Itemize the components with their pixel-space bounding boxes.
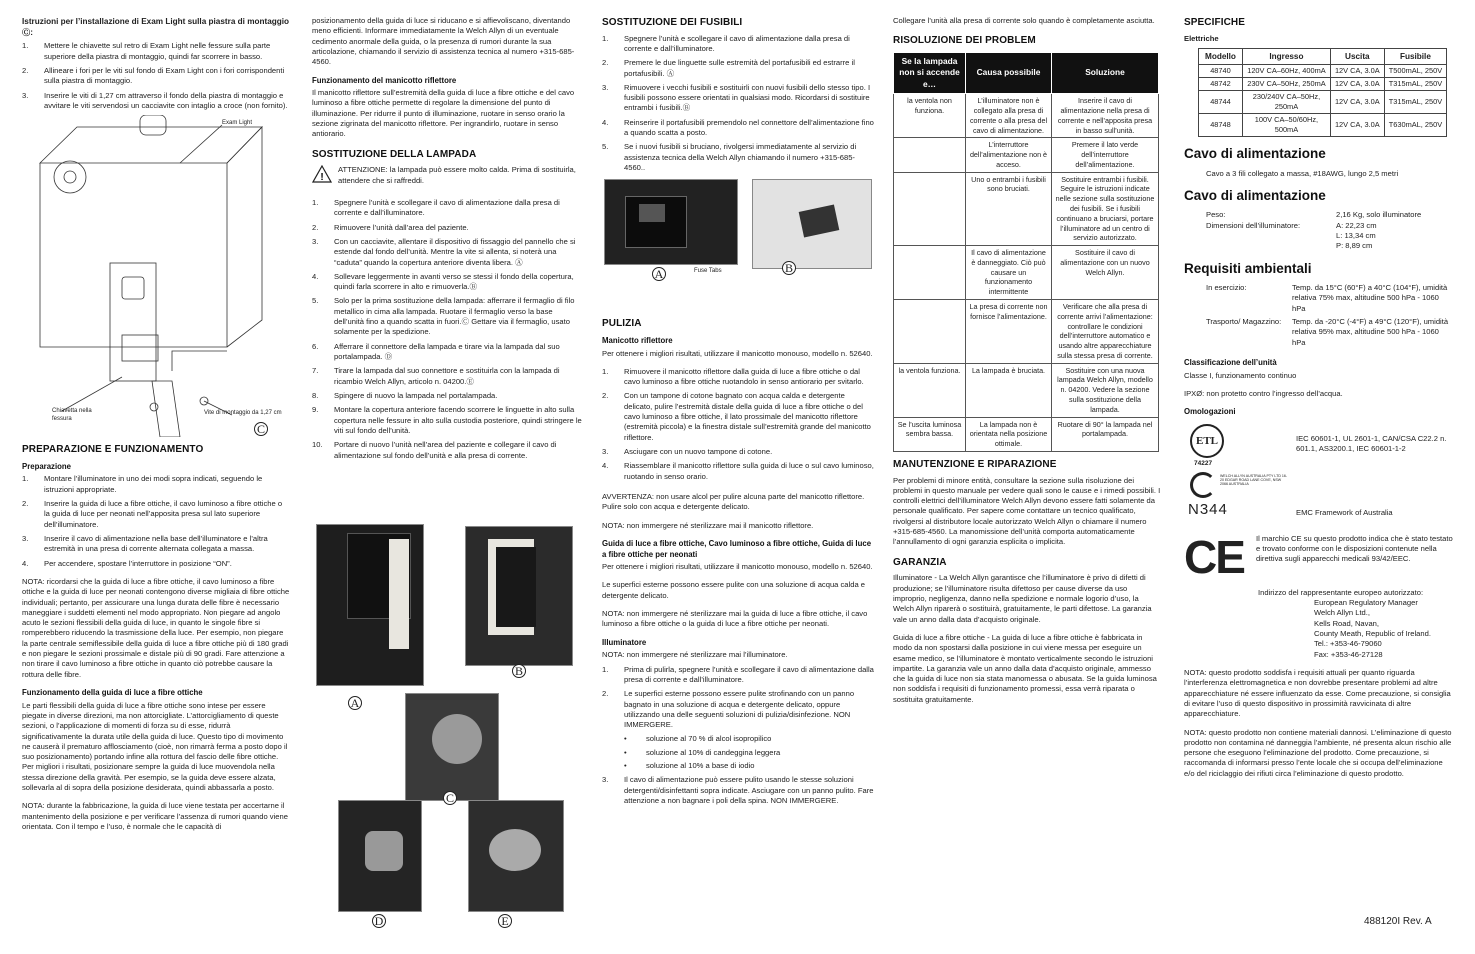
note-guide: NOTA: non immergere né sterilizzare mai la guida di luce a fibre ottiche, il cavo luminoso a fibre ottiche o la guida di luce a fibre ottiche per neonati. xyxy=(602,609,868,629)
spec-table xyxy=(1198,48,1447,138)
revision-label: 488120I Rev. A xyxy=(1364,916,1432,927)
list-item: 3. Il cavo di alimentazione può essere pulito usando le stesse soluzioni detergenti/disinfettanti sopra indicate. Asciugare con un panno pulito. Fare attenzione a non bagnare i poli della spina. NON IMMERGERE. xyxy=(602,775,874,805)
illum-steps xyxy=(602,665,874,731)
photo-b xyxy=(465,526,573,666)
func-text: Le parti flessibili della guida di luce a fibre ottiche sono intese per essere piegate in diverse direzioni, ma non attorcigliate. L’attorcigliamento di queste sezioni, o l’applicazione di momenti di forza su di esse, ridurrà significativamente la durata utile della guida di luce. Questo tipo di movimento ne causerà il prematuro afflosciamento (cioè, non rimarrà ferma a posto dopo il suo posizionamento) portando infine alla rottura del fascio delle fibre ottiche. Per migliori i risultati, posizionare sempre la guida di luce muovendola nella stessa direzione della gravità. Per esempio, se la guida deve essere alzata, sollevarla al di sopra della posizione desiderata, quindi abbassarla a posto. xyxy=(22,700,288,793)
cable-title-2: Cavo di alimentazione xyxy=(1184,188,1326,204)
figure-label-b: B xyxy=(782,261,796,275)
guide-intro: Per ottenere i migliori risultati, utilizzare il manicotto monouso, modello n. 52640. xyxy=(602,562,873,572)
list-item: 10. Portare di nuovo l’unità nell’area del paziente e collegare il cavo di alimentazione sul fondo dell’unità e alla presa di corrente. xyxy=(312,440,557,460)
figure-label-a: A xyxy=(652,267,666,281)
label-key-slot: Chiavetta nella fessura xyxy=(52,408,92,423)
photo-d xyxy=(338,800,422,912)
table-row: la ventola non funziona. L’illuminatore non è collegato alla presa di corrente o alla presa del cavo di alimentazione. Inserire il cavo di alimentazione nella presa di corrente e nell’apposita presa in basso sull’unità. xyxy=(894,94,1159,138)
table-header-row xyxy=(894,52,1159,93)
table-row: la ventola funziona. La lampada è bruciata. Sostituire con una nuova lampada Welch Allyn, modello n. 04200. Vedere la sezione sulla sostituzione della lampada. xyxy=(894,363,1159,417)
clean-section-title: PULIZIA xyxy=(602,318,642,330)
maint-text: Per problemi di minore entità, consultare la sezione sulla risoluzione dei problemi in questo manuale per vedere quali sono le cause e i rimedi possibili. I controlli elettrici dell’illuminatore Welch Allyn devono essere fatti solamente da personale qualificato. Per sapere come contattare un tecnico qualificato, rivolgersi al distributore locale autorizzato Welch Allyn o chiamare il numero +315-685-4560. La manomissione dell’unità comporta automaticamente l’annullamento di ogni garanzia esplicita o implicita. xyxy=(893,475,1161,547)
env-title: Requisiti ambientali xyxy=(1184,260,1312,276)
photo-a xyxy=(316,524,424,686)
table-header-row xyxy=(1199,48,1447,64)
reflector-title: Funzionamento del manicotto riflettore xyxy=(312,75,457,85)
list-item: • soluzione al 10% di candeggina leggera xyxy=(624,748,874,758)
column-header: Uscita xyxy=(1330,48,1384,64)
figure-label-d: D xyxy=(372,914,386,928)
list-item: 4. Reinserire il portafusibili premendolo nel connettore dell’alimentazione fino a quando scatta a posto. xyxy=(602,117,874,138)
maint-section-title: MANUTENZIONE E RIPARAZIONE xyxy=(893,458,1057,470)
prep-title: Preparazione xyxy=(22,461,71,471)
dry-note: Collegare l’unità alla presa di corrente solo quando è completamente asciutta. xyxy=(893,16,1155,25)
figure-label-c: C xyxy=(443,791,457,805)
illum-title: Illuminatore xyxy=(602,637,647,647)
c-tick-logo xyxy=(1190,472,1216,498)
note-fibers: NOTA: ricordarsi che la guida di luce a fibre ottiche, il cavo luminoso a fibre ottiche e la guida di luce per neonati contengono diverse migliaia di fibre ottiche individuali; pertanto, per assicurare una lunga durata delle fibre è necessario maneggiare i suddetti elementi nel modo appropriato. Non piegare ad angolo acuto le sezioni flessibili della guida di luce, in quanto le singole fibre si romperebbero riducendo la trasmissione della luce. Per esempio, non piegare la parte centrale semiflessibile della guida di luce a fibre ottiche più di 180 gradi e non piegare le sezioni prossimale e distale più di 90 gradi. Fare attenzione a non tirare il cavo luminoso a fibre ottiche in quanto ciò potrebbe causare la rottura delle fibre. xyxy=(22,576,290,679)
rep-title: Indirizzo del rappresentante europeo autorizzato: xyxy=(1258,587,1424,597)
guide-ext: Le superfici esterne possono essere pulite con una soluzione di acqua calda e detergente delicato. xyxy=(602,580,866,600)
list-item: 5. Se i nuovi fusibili si bruciano, rivolgersi immediatamente al servizio di assistenza tecnica della Welch Allyn chiamando il numero +315-685-4560.. xyxy=(602,142,857,173)
table-row: 48744 230/240V CA–50Hz, 250mA 12V CA, 3.0A T315mAL, 250V xyxy=(1199,91,1447,114)
table-row: 48742 230V CA–50Hz, 250mA 12V CA, 3.0A T315mAL, 250V xyxy=(1199,78,1447,91)
fuse-figures xyxy=(602,177,874,311)
c-tick-address: WELCH ALLYN AUSTRALIA PTY LTD 16-20 EDGAR ROAD LANE COVE, NSW 2066 AUSTRALIA xyxy=(1220,473,1288,487)
list-item: 3. Inserire le viti di 1,27 cm attraverso il fondo della piastra di montaggio e avvitare le viti servendosi un cacciavite con intaglio a croce (non fornito). xyxy=(22,90,288,110)
svg-text:!: ! xyxy=(320,172,324,184)
photo-fuse-b xyxy=(752,179,872,269)
photo-c xyxy=(405,693,499,801)
class-title: Classificazione dell’unità xyxy=(1184,357,1277,367)
list-item: 1. Montare l’illuminatore in uno dei modi sopra indicati, seguendo le istruzioni appropriate. xyxy=(22,474,263,494)
column-header: Fusibile xyxy=(1384,48,1446,64)
list-item: 1. Prima di pulirla, spegnere l’unità e scollegare il cavo di alimentazione dalla presa di corrente e dall’illuminatore. xyxy=(602,664,874,684)
column-1 xyxy=(22,16,290,840)
section-title-prep: PREPARAZIONE E FUNZIONAMENTO xyxy=(22,444,204,456)
column-5 xyxy=(1184,16,1454,787)
list-item: 2. Inserire la guida di luce a fibre ottiche, il cavo luminoso a fibre ottiche o la guida di luce per neonati nell’apposita presa sul lato superiore dell’illuminatore. xyxy=(22,499,283,529)
rep-address: European Regulatory Manager Welch Allyn Ltd., Kells Road, Navan, County Meath, Republic of Ireland. Tel.: +353-46-79060 Fax: +353-46-27128 xyxy=(1314,598,1431,659)
list-item: 1. Rimuovere il manicotto riflettore dalla guida di luce a fibre ottiche o dal cavo luminoso a fibre ottiche ruotandolo in senso antiorario per svitarlo. xyxy=(602,366,864,387)
list-item: 2. Rimuovere l’unità dall’area del paziente. xyxy=(312,222,469,232)
photo-e xyxy=(468,800,564,912)
table-row: Il cavo di alimentazione è danneggiato. Ciò può causare un funzionamento intermittente Sostituire il cavo di alimentazione con un nuovo Welch Allyn. xyxy=(894,246,1159,300)
class-text: Classe I, funzionamento continuo xyxy=(1184,370,1297,380)
figure-label-c: C xyxy=(254,422,268,436)
warranty-text-2: Guida di luce a fibre ottiche - La guida di luce a fibre ottiche è fabbricata in modo da non spostarsi dalla posizione in cui viene messa per eseguire un esame medico, se l’illuminatore è montato verticalmente secondo le istruzioni impartite. La garanzia vale un anno dalla data d’acquisto originale, ammesso che la guida di luce non sia stata manomessa o abusata. Se la guida luminosa non soddisfa i requisiti di funzionamento promessi, essa verrà riparata o sostituita gratuitamente. xyxy=(893,632,1157,704)
func-title: Funzionamento della guida di luce a fibre ottiche xyxy=(22,688,203,697)
column-header: Se la lampada non si accende e… xyxy=(894,52,966,93)
table-row: La presa di corrente non fornisce l’alimentazione. Verificare che alla presa di corrente arrivi l’alimentazione: controllare le condizioni dell’interruttore automatico e usando altre apparecchiature sulla stessa presa di corrente. xyxy=(894,300,1159,364)
warning-alcohol: AVVERTENZA: non usare alcol per pulire alcuna parte del manicotto riflettore. Pulire solo con acqua e detergente delicato. xyxy=(602,491,865,512)
fuse-section-title: SOSTITUZIONE DEI FUSIBILI xyxy=(602,17,743,28)
solution-list xyxy=(624,734,874,771)
ce-block xyxy=(1184,530,1454,583)
n344-mark: N344 xyxy=(1188,500,1228,518)
sleeve-title: Manicotto riflettore xyxy=(602,335,673,345)
table-row: Uno o entrambi i fusibili sono bruciati. Sostituire entrambi i fusibili. Seguire le istruzioni indicate nelle sezione sulla sostituzione dei fusibili. Se i fusibili continuano a bruciarsi, portare l’illuminatore ad un centro di servizio autorizzato. xyxy=(894,172,1159,245)
list-item: 5. Solo per la prima sostituzione della lampada: afferrare il fermaglio di filo metallico in cima alla lampada. Ruotare il fermaglio verso la base dell’unità fino a quando scatta in fuori.Ⓒ Gettare via il fermaglio, usato solamente per la spedizione. xyxy=(312,296,575,337)
list-item: 4. Sollevare leggermente in avanti verso se stessi il fondo della copertura, quindi farla scorrere in alto e rimuoverla.Ⓑ xyxy=(312,271,574,292)
env-operating-row: In esercizio: Temp. da 15°C (60°F) a 40°C (104°F), umidità relativa 75% max, altitudine 500 hPa - 1060 hPa xyxy=(1206,283,1448,313)
etl-text: IEC 60601-1, UL 2601-1, CAN/CSA C22.2 n. 601.1, AS3200.1, IEC 60601-1-2 xyxy=(1296,433,1447,454)
approvals-title: Omologazioni xyxy=(1184,407,1236,417)
warranty-text-1: Illuminatore - La Welch Allyn garantisce che l’illuminatore è privo di difetti di produzione; se l’illuminatore risulta difettoso per cause diverse da uso improprio, negligenza, danno nella spedizione e normale logorio d’uso, la Welch Allyn riparerà o sostituirà, gratuitamente, le parti difettose. La garanzia vale un anno dalla data d’acquisto originale. xyxy=(893,573,1152,624)
illum-step-3 xyxy=(602,775,874,806)
sleeve-intro: Per ottenere i migliori risultati, utilizzare il manicotto monouso, modello n. 52640. xyxy=(602,348,873,358)
note-illum: NOTA: non immergere né sterilizzare mai l’illuminatore. xyxy=(602,650,788,660)
note-sleeve: NOTA: non immergere né sterilizzare mai il manicotto riflettore. xyxy=(602,520,814,530)
list-item: 2. Allineare i fori per le viti sul fondo di Exam Light con i fori corrispondenti sulla piastra di montaggio. xyxy=(22,65,285,86)
figure-label-b: B xyxy=(512,664,526,678)
list-item: 7. Tirare la lampada dal suo connettore e sostituirla con la lampada di ricambio Welch Allyn, articolo n. 04200.Ⓔ xyxy=(312,366,560,386)
figure-label-e: E xyxy=(498,914,512,928)
list-item: 4. Riassemblare il manicotto riflettore sulla guida di luce o sul cavo luminoso, ruotando in senso orario. xyxy=(602,461,874,481)
weight-row: Peso: 2,16 Kg, solo illuminatore xyxy=(1206,210,1422,220)
elec-title: Elettriche xyxy=(1184,33,1219,43)
list-item: 1. Mettere le chiavette sul retro di Exam Light nelle fessure sulla parte superiore della piastra di montaggio, quindi far scorrere in basso. xyxy=(22,41,271,61)
cable-text: Cavo a 3 fili collegato a massa, #18AWG, lungo 2,5 metri xyxy=(1206,168,1399,178)
prep-steps xyxy=(22,474,290,569)
column-header: Ingresso xyxy=(1242,48,1330,64)
etl-number: 74227 xyxy=(1194,459,1213,467)
list-item: 1. Spegnere l’unità e scollegare il cavo di alimentazione dalla presa di corrente e dall’illuminatore. xyxy=(312,197,560,218)
continued-text: posizionamento della guida di luce si riducano e si affievoliscano, diventando meno efficienti. Informare immediatamente la Welch Allyn di un eventuale cedimento anormale della guida, o la presenza di rumori durante la sua articolazione, chiamando il servizio di assistenza tecnica al numero +315-685-4560. xyxy=(312,16,575,67)
column-header: Causa possibile xyxy=(966,52,1052,93)
list-item: • soluzione al 70 % di alcol isopropilico xyxy=(624,734,874,744)
figure-label-a: A xyxy=(348,696,362,710)
column-3 xyxy=(602,16,874,810)
table-row: Se l’uscita luminosa sembra bassa. La lampada non è orientata nella posizione ottimale. Ruotare di 90° la lampada nel portalampada. xyxy=(894,417,1159,451)
install-steps xyxy=(22,41,290,111)
ce-logo: CE xyxy=(1184,530,1244,583)
spec-section-title: SPECIFICHE xyxy=(1184,17,1246,28)
install-intro: Istruzioni per l’installazione di Exam Light sulla piastra di montaggio Ⓒ: xyxy=(22,17,290,38)
list-item: 3. Inserire il cavo di alimentazione nella base dell’illuminatore e l’altra estremità in una presa di corrente alternata collegata a massa. xyxy=(22,533,268,554)
list-item: 4. Per accendere, spostare l’interruttore in posizione “ON”. xyxy=(22,558,232,568)
list-item: 2. Con un tampone di cotone bagnato con acqua calda e detergente delicato, pulire l’estremità distale della guida di luce a fibre ottiche o del cavo luminoso a fibre ottiche, il lato prossimale del manicotto riflettore (estremità piccola) e la finestra distale sull’estremità grande del manicotto riflettore. xyxy=(602,391,871,442)
note-manufacturing: NOTA: durante la fabbricazione, la guida di luce viene testata per accertarne il mantenimento della posizione e per verificare l’assenza di rumori quando viene orientata. Con il tempo e l’uso, è normale che le capacità di xyxy=(22,801,288,832)
warning-block xyxy=(312,165,584,186)
warning-icon xyxy=(312,165,332,183)
list-item: 9. Montare la copertura anteriore facendo scorrere le linguette in alto sulla copertura nelle fessure in alto sulla custodia posteriore, quindi stringere le viti sul fondo dell’unità. xyxy=(312,405,582,435)
column-header: Modello xyxy=(1199,48,1243,64)
table-row: 48748 100V CA–50/60Hz, 500mA 12V CA, 3.0A T630mAL, 250V xyxy=(1199,114,1447,137)
note-emc: NOTA: questo prodotto soddisfa i requisiti attuali per quanto riguarda l’interferenza elettromagnetica e non dovrebbe presentare problemi ad altre apparecchiature né essere influenzato da esse. Come precauzione, si consiglia di evitare l’uso di questo dispositivo in prossimità ravvicinata di altre apparecchiature. xyxy=(1184,667,1451,719)
label-exam-light: Exam Light xyxy=(222,120,253,127)
dimensions-row: Dimensioni dell’illuminatore: A: 22,23 cm L: 13,34 cm P: 8,89 cm xyxy=(1206,220,1377,251)
fuse-steps xyxy=(602,34,874,174)
list-item: 6. Afferrare il connettore della lampada e tirare via la lampada dal suo portalampada. Ⓓ xyxy=(312,341,560,361)
note-disposal: NOTA: questo prodotto non contiene materiali dannosi. L’eliminazione di questo prodotto non contamina né danneggia l’ambiente, né presenta alcun rischio alle persone che eseguono l’eliminazione del prodotto. Come precauzione, si raccomanda di informarsi presso l’ente locale che si occupa dell’eliminazione e/o del riciclaggio dei rifiuti circa l’eliminazione di questo prodotto. xyxy=(1184,727,1452,778)
lamp-section-title: SOSTITUZIONE DELLA LAMPADA xyxy=(312,148,477,160)
list-item: • soluzione al 10% a base di iodio xyxy=(624,761,874,771)
mounting-diagram xyxy=(22,115,290,437)
list-item: 2. Premere le due linguette sulle estremità del portafusibili ed estrarre il portafusibili. Ⓐ xyxy=(602,58,855,78)
label-fuse-tabs: Fuse Tabs xyxy=(694,268,722,275)
reflector-text: Il manicotto riflettore sull’estremità della guida di luce a fibre ottiche e del cavo luminoso a fibre ottiche permette di regolare la dimensione del punto di illuminazione. Per ridurre il punto di illuminazione, ruotare in senso orario la sezione zigrinata del manicotto riflettore. Per ingrandirlo, ruotare in senso antiorario. xyxy=(312,88,575,139)
troubleshooting-table xyxy=(893,52,1159,452)
lamp-steps xyxy=(312,198,584,461)
list-item: 1. Spegnere l’unità e scollegare il cavo di alimentazione dalla presa di corrente e dall’illuminatore. xyxy=(602,33,850,53)
ipx-text: IPXØ: non protetto contro l’ingresso dell’acqua. xyxy=(1184,388,1343,398)
column-header: Soluzione xyxy=(1052,52,1159,93)
column-2 xyxy=(312,16,584,936)
trouble-section-title: RISOLUZIONE DEI PROBLEM xyxy=(893,35,1036,47)
list-item: 3. Asciugare con un nuovo tampone di cotone. xyxy=(602,447,773,457)
guide-title: Guida di luce a fibre ottiche, Cavo luminoso a fibre ottiche, Guida di luce a fibre ottiche per neonati xyxy=(602,538,872,559)
table-row: 48740 120V CA–60Hz, 400mA 12V CA, 3.0A T500mAL, 250V xyxy=(1199,65,1447,78)
column-4 xyxy=(893,16,1161,713)
sleeve-steps xyxy=(602,367,874,482)
approvals-block xyxy=(1184,420,1454,528)
list-item: 2. Le superfici esterne possono essere pulite strofinando con un panno bagnato in una soluzione di acqua e detergente delicato, oppure utilizzando una delle seguenti soluzioni di pulizia/disinfezione. NON IMMERGERE. xyxy=(602,689,855,730)
label-screw: Vite di montaggio da 1,27 cm xyxy=(204,410,282,417)
warranty-section-title: GARANZIA xyxy=(893,556,947,568)
emc-text: EMC Framework of Australia xyxy=(1296,507,1393,517)
list-item: 3. Rimuovere i vecchi fusibili e sostituirli con nuovi fusibili dello stesso tipo. I fusibili possono essere orientati in qualsiasi modo. Ricordarsi di sostituire entrambi i fusibili.Ⓑ xyxy=(602,82,871,113)
etl-logo: ETL xyxy=(1190,424,1224,458)
env-transport-row: Trasporto/ Magazzino: Temp. da -20°C (-4°F) a 49°C (120°F), umidità relativa 95% max, altitudine 500 hPa - 1060 hPa xyxy=(1206,317,1449,347)
cable-title: Cavo di alimentazione xyxy=(1184,146,1326,162)
ce-text: Il marchio CE su questo prodotto indica che è stato testato e trovato conforme con le disposizioni contenute nella direttiva sugli apparecchi medicali 93/42/EEC. xyxy=(1256,533,1453,564)
photo-fuse-a xyxy=(604,179,738,265)
list-item: 3. Con un cacciavite, allentare il dispositivo di fissaggio del pannello che si estende dal fondo dell’unità. Mentre la vite si allenta, si noterà una “caduta” quando la copertura anteriore diventa libera. Ⓐ xyxy=(312,236,576,267)
list-item: 8. Spingere di nuovo la lampada nel portalampada. xyxy=(312,390,498,400)
table-row: L’interruttore dell’alimentazione non è acceso. Premere il lato verde dell’interruttore dell’alimentazione. xyxy=(894,138,1159,172)
warning-text: ATTENZIONE: la lampada può essere molto calda. Prima di sostituirla, attendere che si raffreddi. xyxy=(338,165,576,185)
